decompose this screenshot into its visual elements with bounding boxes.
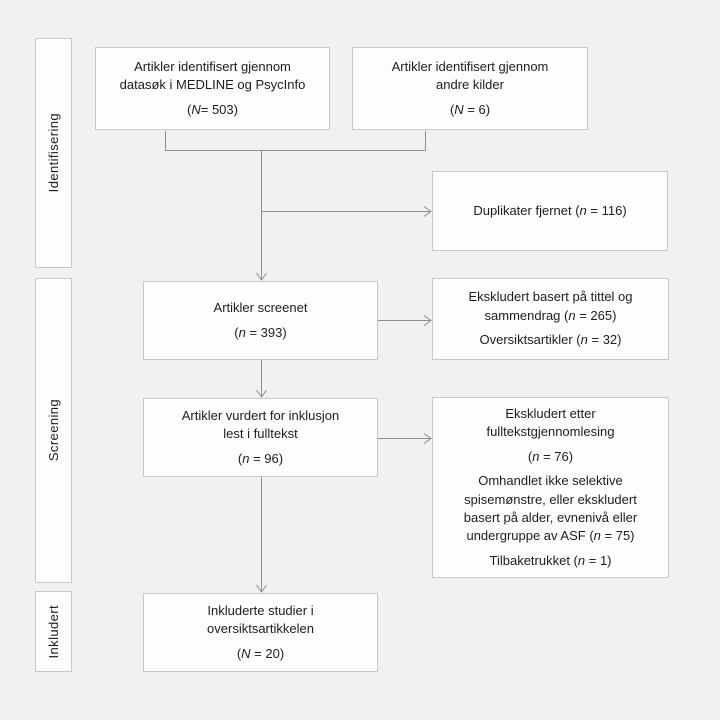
- stage-label-identification-text: Identifisering: [46, 113, 61, 193]
- stage-label-included-text: Inkludert: [46, 604, 61, 659]
- box-text-line: Tilbaketrukket (n = 1): [489, 552, 612, 568]
- box-text-line: Duplikater fjernet (n = 116): [473, 202, 627, 218]
- box-text-line: (N = 6): [449, 101, 491, 117]
- stage-label-screening-text: Screening: [46, 399, 61, 462]
- box-text-line: Artikler identifisert gjennom andre kilder: [391, 58, 549, 93]
- box-text-line: Oversiktsartikler (n = 32): [479, 332, 622, 348]
- box-text-line: Inkluderte studier i oversiktsartikkelen: [207, 602, 314, 637]
- stage-label-identification: [35, 38, 72, 268]
- box-text-line: Artikler vurdert for inklusjon lest i fulltekst: [181, 407, 340, 442]
- stage-label-included: [35, 591, 72, 672]
- box-text-line: Omhandlet ikke selektive spisemønstre, eller ekskludert basert på alder, evnenivå eller undergruppe av ASF (n = 75): [463, 473, 638, 544]
- box-text-line: (n = 76): [527, 448, 574, 464]
- box-text-line: Ekskludert etter fulltekstgjennomlesing: [486, 405, 615, 440]
- flow-box-included-studies: [143, 593, 378, 672]
- box-text-line: Ekskludert basert på tittel og sammendrag (n = 265): [468, 289, 633, 323]
- stage-label-screening: [35, 278, 72, 583]
- flow-box-screened: [143, 281, 378, 360]
- flow-box-excluded-fulltext: [432, 397, 669, 578]
- flow-box-fulltext-assessed: [143, 398, 378, 477]
- box-text-line: (N = 20): [236, 645, 285, 661]
- box-text-line: (n = 96): [237, 450, 284, 466]
- box-text-line: Artikler identifisert gjennom datasøk i MEDLINE og PsycInfo: [119, 58, 306, 93]
- box-text-line: Artikler screenet: [213, 300, 308, 316]
- box-text-line: (N= 503): [187, 101, 238, 117]
- box-text-line: (n = 393): [234, 324, 287, 340]
- flow-box-excluded-title-abstract: [432, 278, 669, 360]
- flow-box-identified-other-sources: [352, 47, 588, 130]
- flow-box-identified-medline: [95, 47, 330, 130]
- flow-box-duplicates-removed: [432, 171, 668, 251]
